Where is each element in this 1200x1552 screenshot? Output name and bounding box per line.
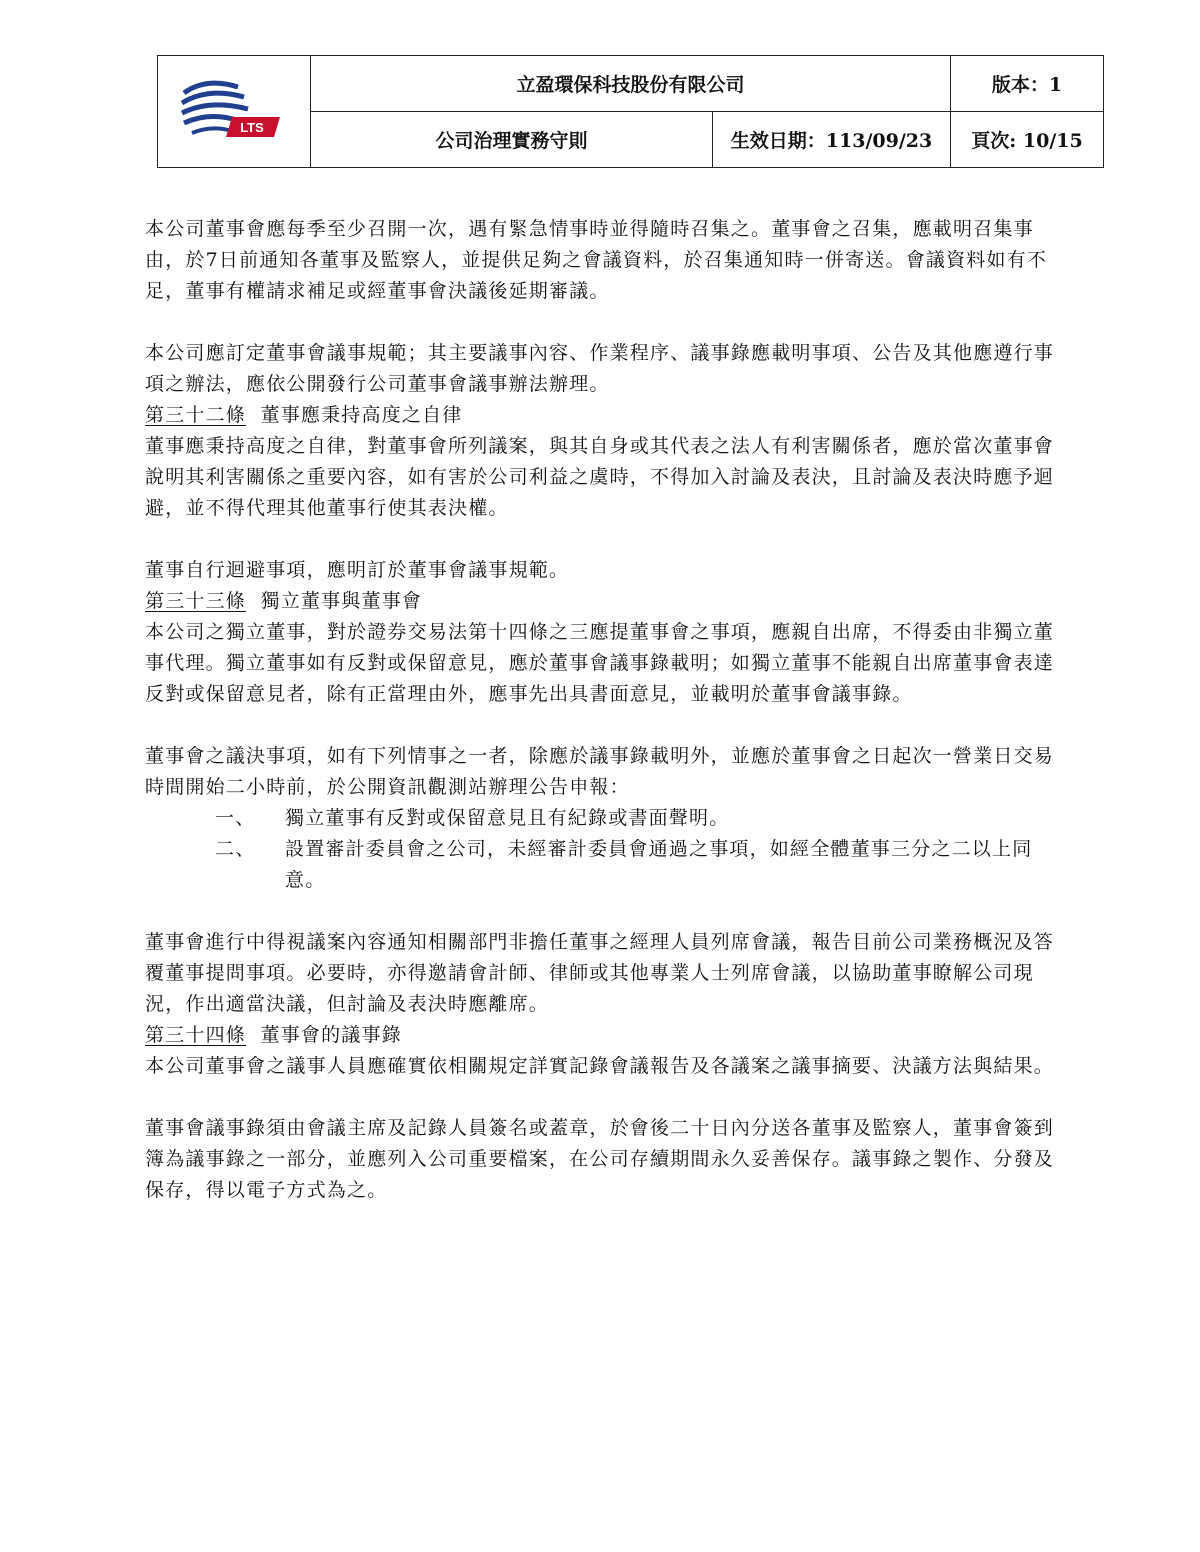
list-item <box>145 834 1065 896</box>
list-marker: 二、 <box>215 838 256 860</box>
article-32-title: 董事應秉持高度之自律 <box>260 404 463 426</box>
document-body <box>145 214 1065 1206</box>
paragraph-minutes-recording: 本公司董事會之議事人員應確實依相關規定詳實記錄會議報告及各議案之議事摘要、決議方法與結果。 <box>145 1055 1055 1077</box>
paragraph-director-self-discipline: 董事應秉持高度之自律，對董事會所列議案，與其自身或其代表之法人有利害關係者，應於當次董事會說明其利害關係之重要內容，如有害於公司利益之虞時，不得加入討論及表決，且討論及表決時應予迴避，並不得代理其他董事行使其表決權。 <box>145 435 1055 519</box>
effective-date: 生效日期：113/09/23 <box>713 112 951 168</box>
article-33-title: 獨立董事與董事會 <box>260 590 423 612</box>
article-34-title: 董事會的議事錄 <box>260 1024 402 1046</box>
paragraph-meeting-rules: 本公司應訂定董事會議事規範；其主要議事內容、作業程序、議事錄應載明事項、公告及其他應遵行事項之辦法，應依公開發行公司董事會議事辦法辦理。 <box>145 342 1055 395</box>
document-header-table <box>157 55 1104 168</box>
logo-cell <box>158 56 311 168</box>
article-32-number: 第三十二條 <box>145 404 247 426</box>
paragraph-minutes-keeping: 董事會議事錄須由會議主席及記錄人員簽名或蓋章，於會後二十日內分送各董事及監察人，董事會簽到簿為議事錄之一部分，並應列入公司重要檔案，在公司存續期間永久妥善保存。議事錄之製作、分發及保存，得以電子方式為之。 <box>145 1117 1055 1201</box>
list-item-text: 獨立董事有反對或保留意見且有紀錄或書面聲明。 <box>285 807 730 829</box>
document-title: 公司治理實務守則 <box>311 112 713 168</box>
list-item <box>145 803 1065 834</box>
paragraph-announcement: 董事會之議決事項，如有下列情事之一者，除應於議事錄載明外，並應於董事會之日起次一營業日交易時間開始二小時前，於公開資訊觀測站辦理公告申報： <box>145 745 1055 798</box>
article-33-number: 第三十三條 <box>145 590 247 612</box>
article-34-number: 第三十四條 <box>145 1024 247 1046</box>
paragraph-attendance: 董事會進行中得視議案內容通知相關部門非擔任董事之經理人員列席會議，報告目前公司業務概況及答覆董事提問事項。必要時，亦得邀請會計師、律師或其他專業人士列席會議，以協助董事瞭解公司現況，作出適當決議，但討論及表決時應離席。 <box>145 931 1055 1015</box>
page-number: 頁次: 10/15 <box>951 112 1104 168</box>
article-33-heading <box>145 586 1065 617</box>
paragraph-independent-directors: 本公司之獨立董事，對於證券交易法第十四條之三應提董事會之事項，應親自出席，不得委由非獨立董事代理。獨立董事如有反對或保留意見，應於董事會議事錄載明；如獨立董事不能親自出席董事會表達反對或保留意見者，除有正當理由外，應事先出具書面意見，並載明於董事會議事錄。 <box>145 621 1055 705</box>
list-item-text: 設置審計委員會之公司，未經審計委員會通過之事項，如經全體董事三分之二以上同意。 <box>285 838 1033 891</box>
paragraph-recusal: 董事自行迴避事項，應明訂於董事會議事規範。 <box>145 559 570 581</box>
company-name: 立盈環保科技股份有限公司 <box>311 56 951 112</box>
company-logo-icon <box>178 79 290 145</box>
paragraph-board-meetings: 本公司董事會應每季至少召開一次，遇有緊急情事時並得隨時召集之。董事會之召集，應載明召集事由，於7日前通知各董事及監察人，並提供足夠之會議資料，於召集通知時一併寄送。會議資料如有不足，董事有權請求補足或經董事會決議後延期審議。 <box>145 218 1048 302</box>
version-label: 版本：1 <box>951 56 1104 112</box>
article-34-heading <box>145 1020 1065 1051</box>
logo-text: LTS <box>240 119 264 135</box>
article-32-heading <box>145 400 1065 431</box>
list-marker: 一、 <box>215 807 256 829</box>
